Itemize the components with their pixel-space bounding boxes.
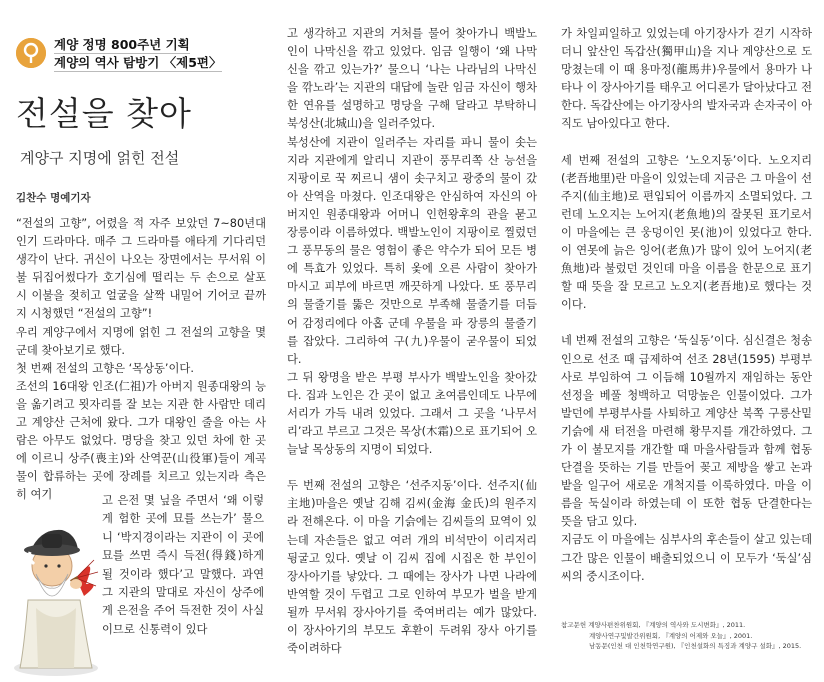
page-title: 전설을 찾아 [16, 94, 192, 133]
series-line-2: 계양의 역사 탐방기 〈제5편〉 [54, 55, 222, 70]
column-2 [287, 25, 537, 658]
reference-2: 계양사연구및발간위원회, 『계양의 어제와 오늘』, 2001. [589, 631, 753, 640]
page-subtitle: 계양구 지명에 얽힌 전설 [20, 149, 180, 167]
col2-paragraph-4: 두 번째 전설의 고향은 ‘선주지동’이다. 선주지(仙主地)마을은 옛날 김해 김씨(金海 金氏)의 원주지라 전해온다. 이 마을 기슭에는 김씨들의 묘역이 있는데 자손들은 없고 여러 개의 비석만이 이리저리 뒹굴고 있다. 옛날 이 김씨 집에 시집온 한 부인이 장사아기를 낳았다. 그 때에는 장사가 나면 나라에 반역할 것이 두렵고 그로 인하여 부모가 벌을 받게 될까 무서워 장사아기를 죽여버리는 예가 많았다. 이 장사아기의 부모도 후환이 두려워 장사 아기를 죽이려하다 [287, 479, 537, 656]
column-1-wrapped-text [102, 492, 264, 639]
col1-paragraph-5: 고 은전 몇 닢을 주면서 ‘왜 이렇게 험한 곳에 묘를 쓰는가’ 물으니 ‘박지경이라는 지관이 이 곳에 묘를 쓰면 즉시 득전(得錢)하게 될 것이라 했다’고 말했다. 과연 그 지관의 말대로 자신이 상주에게 은전을 주어 득전한 것이 사실이므로 신통력이 있다 [102, 494, 264, 636]
col3-paragraph-4: 지금도 이 마을에는 심부사의 후손들이 살고 있는데 그간 많은 인물이 배출되었으니 이 모두가 ‘둑실’심씨의 중시조이다. [561, 533, 812, 583]
references-label: 참고문헌 [561, 621, 587, 629]
col3-paragraph-2: 세 번째 전설의 고향은 ‘노오지동’이다. 노오지리(老吾地里)란 마을이 있었는데 지금은 그 마을이 선주지(仙主地)로 편입되어 이름까지 소멸되었다. 그런데 노오지는 노어지(老魚地)의 잘못된 표기로서 이 마을에는 큰 웅덩이인 못(池)이 있었다고 한다. 이 연못에 늙은 잉어(老魚)가 많이 있어 노어지(老魚地)라 불렀던 것인데 마을 이름을 한문으로 표기할 때 뜻을 잘 모르고 노오지(老吾地)로 했다는 것이다. [561, 153, 812, 312]
column-3 [561, 25, 812, 586]
col2-paragraph-3: 그 뒤 왕명을 받은 부평 부사가 백발노인을 찾아갔다. 집과 노인은 간 곳이 없고 초여름인데도 나무에 서리가 가득 내려 있었다. 그래서 그 곳을 ‘나무서리’라고 부르고 그것은 목상(木霜)으로 표기되어 오늘날 목상동의 지명이 되었다. [287, 370, 537, 457]
references [561, 620, 812, 652]
column-1 [16, 215, 266, 505]
col3-paragraph-3: 네 번째 전설의 고향은 ‘둑실동’이다. 심신결은 청송인으로 선조 때 급제하여 선조 28년(1595) 부평부사로 부임하여 그 이듬해 10월까지 재임하는 동안 선정을 베풀 청백하고 덕망높은 인물이었다. 그가 발던에 부평부사를 사퇴하고 계양산 북쪽 구릉산밑 기슭에 새 터전을 마련해 황무지를 개간하였다. 그가 이 불모지를 개간할 때 마을사람들과 함께 협동단결을 뜻하는 기를 만들어 꽂고 제방을 쌓고 논과 밭을 일구어 새로운 개척지를 이룩하였다. 마을 이름을 둑실이라 하였는데 이 또한 협동 단결한다는 뜻을 담고 있다. [561, 334, 812, 529]
reference-3: 남동문(인천 대 인천학연구원), 『인천설화의 특징과 계양구 설화』, 2015. [589, 642, 802, 650]
series-heading [16, 36, 266, 76]
author-byline: 김찬수 명예기자 [16, 192, 91, 204]
series-line-1: 계양 정명 800주년 기획 [54, 37, 190, 52]
old-man-illustration [6, 508, 106, 678]
magnifier-icon [16, 38, 46, 68]
col2-paragraph-1: 고 생각하고 지관의 거처를 물어 찾아가니 백발노인이 나막신을 깎고 있었다. 임금 일행이 ‘왜 나막신을 깎고 있는가?’ 물으니 ‘나는 나라님의 나막신을 깎노라’는 지관의 대답에 놀란 임금 자신이 행차한 연유를 설명하고 명당을 구해 달라고 부탁하니 북성산(北城山)을 일러주었다. [287, 27, 537, 131]
col2-paragraph-2: 북성산에 지관이 일러주는 자리를 파니 물이 솟는지라 지관에게 알리니 지관이 풍무리쪽 산 능선을 지팡이로 꾹 찌르니 샘이 솟구치고 광중의 물이 갔아 산역을 마쳤다. 인조대왕은 안심하여 자신의 아버지인 원종대왕과 어머니 인헌왕후의 관을 묻고 장릉이라 이름하였다. 백발노인이 지팡이로 찔렀던 그 풍무동의 물은 영험이 좋은 약수가 되어 모든 병에 특효가 있었다. 특히 옻에 오른 사람이 찾아가 마시고 피부에 바르면 깨끗하게 나았다. 또 풍무리의 물줄기를 뚫은 것만으로 부족해 물줄기를 더듬어 감정리에다 아홉 군데 우물을 파 장릉의 물줄기를 잡았다. 그리하여 구(九)우물이 굳우물이 되었다. [287, 135, 537, 366]
col1-paragraph-1: “전설의 고향”, 어렸을 적 자주 보았던 7~80년대 인기 드라마다. 매주 그 드라마를 애타게 기다리던 생각이 난다. 귀신이 나오는 장면에서는 무서워 이불 뒤집어썼다가 호기심에 떨리는 두 손으로 살포시 이불을 젖히고 얼굴을 살짝 내밀어 기어코 끝까지 시청했던 “전설의 고향”! [16, 217, 266, 321]
col1-paragraph-2: 우리 계양구에서 지명에 얽힌 그 전설의 고향을 몇 군데 찾아보기로 했다. [16, 325, 266, 357]
col3-paragraph-1: 가 차일피일하고 있었는데 아기장사가 걷기 시작하더니 앞산인 독갑산(獨甲山)을 지나 계양산으로 도망쳤는데 이 때 용마정(龍馬井)우물에서 용마가 나타나 이 장사아기를 태우고 어디론가 달아났다고 전한다. 독갑산에는 아기장사의 발자국과 손자국이 아직도 남아있다고 한다. [561, 27, 812, 131]
reference-1: 계양사편찬위원회, 『계양의 역사와 도시변화』, 2011. [588, 621, 746, 629]
col1-paragraph-3: 첫 번째 전설의 고향은 ‘목상동’이다. [16, 361, 194, 375]
col1-paragraph-4: 조선의 16대왕 인조(仁祖)가 아버지 원종대왕의 능을 옮기려고 묏자리를 잘 보는 지관 한 사람만 데리고 계양산 근처에 왔다. 그가 대왕인 줄을 아는 사람은 아무도 없었다. 명당을 찾고 있던 차에 한 곳에 이르니 상주(喪主)와 산역꾼(山役軍)들이 계곡 물이 합류하는 곳에 장례를 치르고 있는지라 측은히 여기 [16, 379, 266, 502]
